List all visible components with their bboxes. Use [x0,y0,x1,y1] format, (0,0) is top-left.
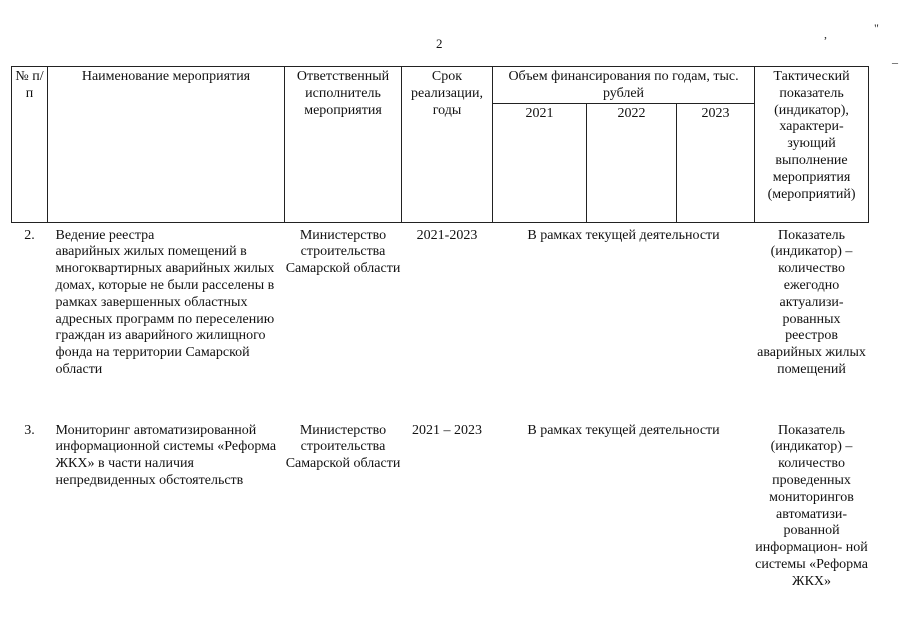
page-number: 2 [436,36,443,51]
row-term: 2021 – 2023 [412,422,482,438]
row-name: Ведение реестра аварийных жилых помещений в многоквартирных аварийных жилых домах, которые не были расселены в рамках завершенных областных адресных программ по переселению граждан из аварийного жилищного фонда на территории Самарской области [55,227,275,377]
row-financing: В рамках текущей деятельности [527,422,720,438]
activities-table [11,66,869,591]
row-number: 2. [24,227,35,243]
row-financing: В рамках текущей деятельности [527,227,720,243]
table-row [12,222,869,411]
row-indicator: Показатель (индикатор) – количество проведенных мониторингов автоматизи- рованной информацион- ной системы «Реформа ЖКХ» [755,422,868,589]
row-indicator: Показатель (индикатор) – количество ежегодно актуализи- рованных реестров аварийных жилых помещений [757,227,866,377]
scan-mark: " [874,21,879,35]
row-term: 2021-2023 [416,227,478,243]
row-executor: Министерство строительства Самарской области [285,422,401,472]
header-name: Наименование мероприятия [48,67,285,223]
scan-mark: – [892,55,898,69]
header-year-2021: 2021 [493,103,587,222]
header-number: № п/п [12,67,48,223]
header-term: Срок реализации, годы [402,67,493,223]
row-executor: Министерство строительства Самарской области [285,227,401,277]
table-row [12,411,869,591]
header-indicator: Тактический показатель (индикатор), характери- зующий выполнение мероприятия (мероприятий) [755,67,869,223]
scan-mark: , [824,27,827,41]
header-year-2023: 2023 [677,103,755,222]
row-name: Мониторинг автоматизированной информационной системы «Реформа ЖКХ» в части наличия непредвиденных обстоятельств [55,422,277,488]
header-financing: Объем финансирования по годам, тыс. рублей [493,67,755,104]
header-year-2022: 2022 [587,103,677,222]
header-executor: Ответственный исполнитель мероприятия [285,67,402,223]
row-number: 3. [24,422,35,438]
